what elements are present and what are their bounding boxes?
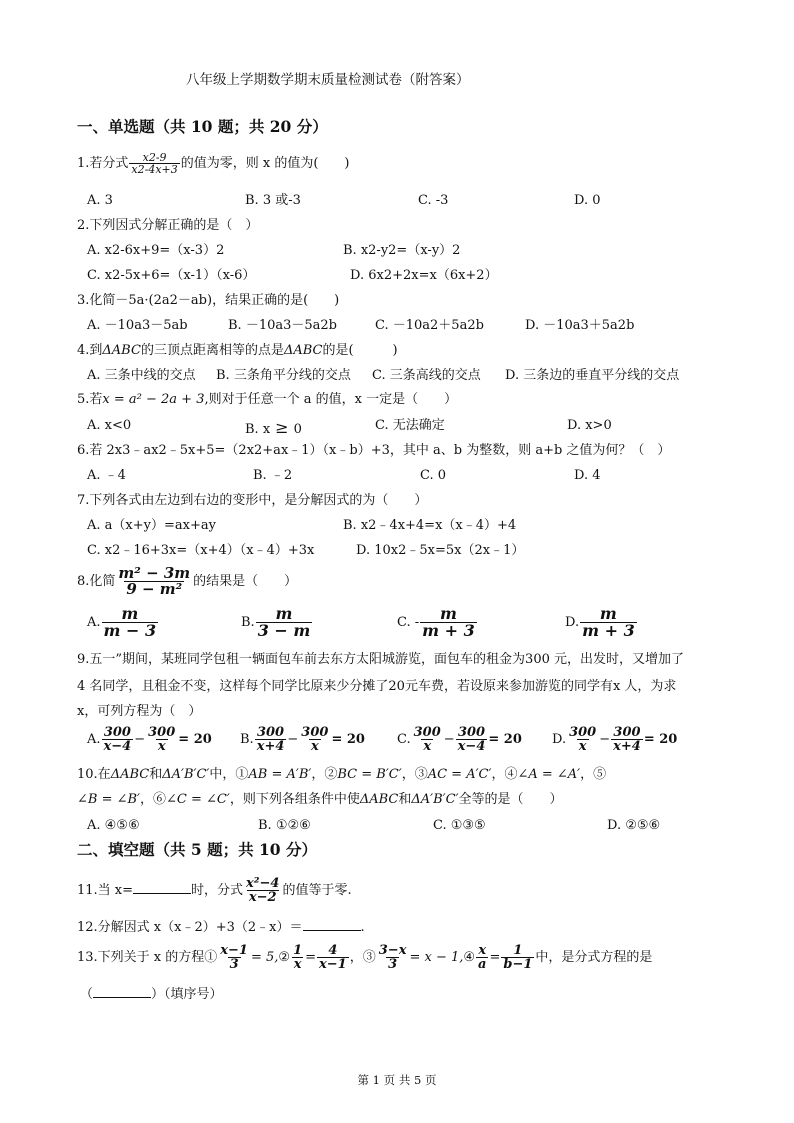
q10-circle-4: ，④	[491, 767, 518, 782]
question-9-line-1: 9.五一”期间，某班同学包租一辆面包车前去东方太阳城游览，面包车的租金为300 元，出发时，又增加了	[77, 652, 684, 667]
q9-c-frac-1	[412, 726, 443, 753]
q1-prefix: 1.若分式	[77, 156, 129, 171]
q13-circle-2: ②	[278, 950, 291, 965]
question-12	[77, 918, 365, 936]
question-8-stem	[77, 566, 297, 597]
q1-option-a[interactable]: A. 3	[87, 193, 113, 208]
q13-paren-open: （	[80, 987, 94, 1002]
q2-option-d[interactable]: D. 6x2+2x=x（6x+2）	[350, 268, 498, 283]
q10-condition-5: ∠B = ∠B′	[77, 792, 141, 807]
q4-triangle-2: ΔABC	[283, 343, 323, 358]
question-5-stem	[77, 392, 457, 408]
q9-a-num-2: 300	[148, 725, 176, 740]
q9-a-minus: −	[134, 732, 146, 747]
q10-circle-3: ，③	[401, 767, 428, 782]
q9-b-rhs: = 20	[331, 732, 365, 747]
q5-expression: x = a² − 2a + 3	[102, 392, 205, 407]
q9-c-den-2: x−4	[457, 739, 486, 754]
question-9-line-3: x，可列方程为（ ）	[77, 704, 202, 719]
q9-d-den-2: x+4	[613, 739, 641, 754]
q9-d-num-2: 300	[613, 725, 641, 740]
q8-suffix: 的结果是（ ）	[193, 574, 298, 589]
q9-option-b-label: B.	[240, 732, 254, 747]
q4-middle: 的三顶点距离相等的点是	[140, 343, 284, 358]
q13-f2-num: 1	[293, 943, 303, 958]
q13-suffix: 中，是分式方程的是	[535, 950, 653, 965]
q9-b-frac-2	[299, 726, 330, 753]
question-13-line-1	[77, 944, 652, 971]
q10-condition-1: AB = A′B′	[248, 767, 312, 782]
q12-answer-blank[interactable]	[303, 918, 361, 931]
q6-option-c[interactable]: C. 0	[420, 468, 447, 483]
q9-c-num-1: 300	[413, 725, 441, 740]
q5-prefix: 5.若	[77, 392, 103, 407]
question-2-stem: 2.下列因式分解正确的是（ ）	[77, 218, 259, 233]
q9-a-frac-2	[146, 726, 177, 753]
q8-denominator: 9 − m²	[126, 580, 183, 598]
q13-f2r-den: x−1	[319, 957, 347, 972]
q9-c-num-2: 300	[457, 725, 486, 740]
q8-option-c-label: C. -	[397, 615, 420, 630]
q1-fraction	[129, 152, 179, 175]
q8-b-den: 3 − m	[257, 621, 311, 640]
q10-triangle-4: ΔA′B′C′	[411, 792, 459, 807]
q4-triangle-1: ΔABC	[102, 343, 141, 358]
q9-b-den-2: x	[310, 739, 319, 754]
q13-eq2-equals: =	[305, 950, 317, 965]
q8-d-num: m	[599, 604, 617, 623]
q10-option-d[interactable]: D. ②⑤⑥	[607, 818, 661, 833]
q3-option-a[interactable]: A. －10a3－5ab	[87, 318, 188, 333]
q11-denominator: x−2	[248, 890, 277, 905]
q13-eq2-rhs	[317, 944, 349, 971]
q10-condition-4: ∠A = ∠A′	[517, 767, 581, 782]
q9-c-frac-2	[456, 726, 488, 753]
question-1-stem	[77, 152, 350, 175]
q5-option-b[interactable]	[245, 418, 302, 438]
q9-d-num-1: 300	[569, 725, 597, 740]
q10-triangle-1: ΔABC	[110, 767, 150, 782]
q10-circle-1: ①	[235, 767, 249, 782]
q6-option-b[interactable]: B. ﹣2	[253, 468, 293, 483]
question-10-line-2	[77, 792, 563, 808]
question-7-stem: 7.下列各式由左边到右边的变形中，是分解因式的为（ ）	[77, 493, 428, 508]
q11-suffix: 的值等于零.	[282, 883, 352, 898]
q3-option-b[interactable]: B. －10a3－5a2b	[228, 318, 337, 333]
q7-option-b[interactable]: B. x2﹣4x+4=x（x﹣4）+4	[343, 518, 517, 533]
q4-option-a[interactable]: A. 三条中线的交点	[87, 368, 196, 383]
q11-answer-blank[interactable]	[133, 881, 191, 894]
q9-c-den-1: x	[423, 739, 432, 754]
q8-c-num: m	[439, 604, 457, 623]
page-title: 八年级上学期数学期末质量检测试卷（附答案）	[186, 72, 470, 88]
q8-option-b-label: B.	[241, 615, 255, 630]
q13-eq3-rhs: = x − 1,	[409, 950, 464, 965]
q8-option-c[interactable]	[397, 606, 478, 639]
q11-numerator: x²−4	[246, 876, 280, 891]
q13-eq2-lhs	[291, 944, 304, 971]
q8-option-d-label: D.	[565, 615, 580, 630]
q9-a-den-2: x	[157, 739, 166, 754]
q13-prefix: 13.下列关于 x 的方程①	[77, 950, 218, 965]
q9-b-den-1: x+4	[256, 739, 285, 754]
q9-c-minus: −	[443, 732, 455, 747]
q12-suffix: .	[360, 920, 365, 935]
q13-eq1-fraction	[218, 944, 250, 971]
q10-circle-6: ，⑥	[140, 792, 167, 807]
q13-f3-num: 3−x	[378, 943, 407, 958]
q10-option-a[interactable]: A. ④⑤⑥	[87, 818, 140, 833]
q10-condition-3: AC = A′C′	[427, 767, 492, 782]
q2-option-b[interactable]: B. x2-y2=（x-y）2	[343, 243, 461, 258]
q8-option-b[interactable]	[241, 606, 313, 639]
q9-a-den-1: x−4	[103, 739, 132, 754]
question-10-line-1	[77, 767, 606, 783]
q10-circle-2: ，②	[311, 767, 338, 782]
q11-prefix: 11.当 x=	[77, 883, 134, 898]
q8-option-b-fraction	[256, 606, 313, 639]
q9-option-d[interactable]	[552, 726, 677, 753]
q10-triangle-3: ΔABC	[359, 792, 399, 807]
q13-f3-den: 3	[388, 957, 398, 972]
q13-f4r-den: b−1	[503, 957, 533, 972]
q10-option-c[interactable]: C. ①③⑤	[433, 818, 486, 833]
q9-option-a[interactable]	[87, 726, 212, 753]
q8-a-num: m	[121, 604, 139, 623]
q5-option-b-value: 0	[293, 422, 302, 437]
q9-c-rhs: = 20	[488, 732, 522, 747]
question-9-line-2: 4 名同学，且租金不变，这样每个同学比原来少分摊了20元车费，若设原来参加游览的同学有x 人，为求	[77, 679, 677, 694]
q8-numerator: m² − 3m	[118, 564, 191, 582]
q12-prefix: 12.分解因式 x（x﹣2）+3（2﹣x）＝	[77, 920, 303, 935]
q13-circle-4: ④	[463, 950, 476, 965]
q13-eq3-fraction	[377, 944, 409, 971]
q8-option-c-fraction	[420, 606, 477, 639]
q9-b-minus: −	[287, 732, 299, 747]
q10-triangle-2: ΔA′B′C′	[162, 767, 210, 782]
q2-option-a[interactable]: A. x2-6x+9=（x-3）2	[87, 243, 225, 258]
q9-a-frac-1	[102, 726, 134, 753]
q9-d-den-1: x	[578, 739, 587, 754]
q7-option-d[interactable]: D. 10x2﹣5x=5x（2x﹣1）	[356, 543, 525, 558]
q4-option-d[interactable]: D. 三条边的垂直平分线的交点	[505, 368, 680, 383]
q3-option-c[interactable]: C. －10a2＋5a2b	[375, 318, 484, 333]
q13-f2-den: x	[293, 957, 302, 972]
q13-f1-num: x−1	[220, 943, 248, 958]
q9-option-b[interactable]	[240, 726, 365, 753]
question-4-stem	[77, 343, 398, 359]
q5-option-d[interactable]: D. x>0	[567, 418, 612, 433]
section-heading-fill-in: 二、填空题（共 5 题；共 10 分）	[77, 840, 317, 859]
q4-suffix: 的是( )	[322, 343, 398, 358]
q13-eq4-lhs	[476, 944, 488, 971]
q8-prefix: 8.化简	[77, 574, 116, 589]
q9-b-num-1: 300	[256, 725, 285, 740]
q4-option-b[interactable]: B. 三条角平分线的交点	[216, 368, 351, 383]
q13-answer-blank[interactable]	[93, 985, 151, 998]
q5-option-a[interactable]: A. x<0	[87, 418, 132, 433]
q13-eq1-rhs: = 5,	[250, 950, 279, 965]
q13-f4-den: a	[478, 957, 487, 972]
q2-option-c[interactable]: C. x2-5x+6=（x-1）（x-6）	[87, 268, 256, 283]
q8-option-a[interactable]	[87, 606, 159, 639]
q7-option-a[interactable]: A. a（x+y）=ax+ay	[87, 518, 216, 533]
q13-eq4-equals: =	[489, 950, 501, 965]
q6-option-d[interactable]: D. 4	[574, 468, 601, 483]
q10-and-2: 和	[398, 792, 412, 807]
q5-suffix: ,则对于任意一个 a 的值，x 一定是（ ）	[204, 392, 458, 407]
q9-option-c[interactable]	[397, 726, 522, 753]
q8-b-num: m	[275, 604, 293, 623]
q9-option-d-label: D.	[552, 732, 567, 747]
q13-f1-den: 3	[229, 957, 239, 972]
q9-d-rhs: = 20	[643, 732, 678, 747]
q8-option-a-fraction	[102, 606, 159, 639]
q9-a-num-1: 300	[103, 725, 131, 740]
question-6-stem: 6.若 2x3﹣ax2﹣5x+5=（2x2+ax﹣1）（x﹣b）+3，其中 a、b 为整数，则 a+b 之值为何？（ ）	[77, 443, 671, 458]
q13-f2r-num: 4	[328, 943, 338, 958]
section-heading-single-choice: 一、单选题（共 10 题；共 20 分）	[77, 117, 328, 136]
q10-and-1: 和	[149, 767, 163, 782]
greater-equal-symbol: ≥	[275, 418, 289, 437]
q1-option-c[interactable]: C. -3	[418, 193, 449, 208]
q9-d-minus: −	[599, 732, 611, 747]
q6-option-a[interactable]: A. ﹣4	[87, 468, 126, 483]
q1-option-b[interactable]: B. 3 或-3	[245, 193, 301, 208]
q5-option-c[interactable]: C. 无法确定	[375, 418, 445, 433]
q5-option-b-label: B. x	[245, 422, 271, 437]
q8-c-den: m + 3	[422, 621, 475, 640]
q10-option-b[interactable]: B. ①②⑥	[258, 818, 311, 833]
q8-d-den: m + 3	[582, 621, 635, 640]
q9-d-frac-2	[611, 726, 643, 753]
q8-option-a-label: A.	[87, 615, 101, 630]
page-footer: 第 1 页 共 5 页	[357, 1073, 437, 1087]
q10-tail-2: 全等的是（ ）	[458, 792, 563, 807]
q9-b-num-2: 300	[301, 725, 329, 740]
q10-tail: ，则下列各组条件中使	[229, 792, 360, 807]
question-11	[77, 877, 352, 904]
question-3-stem: 3.化简－5a·(2a2－ab)，结果正确的是( )	[77, 293, 340, 308]
q3-option-d[interactable]: D. －10a3＋5a2b	[525, 318, 635, 333]
q8-a-den: m − 3	[103, 621, 157, 640]
q10-condition-2: BC = B′C′	[337, 767, 402, 782]
q13-circle-3: ，③	[349, 950, 376, 965]
q10-zhong: 中，	[209, 767, 236, 782]
q7-option-c[interactable]: C. x2﹣16+3x=（x+4）（x﹣4）+3x	[87, 543, 315, 558]
q10-condition-6: ∠C = ∠C′	[166, 792, 230, 807]
q11-fraction	[244, 877, 281, 904]
q1-numerator: x2-9	[142, 151, 167, 164]
q10-prefix: 10.在	[77, 767, 111, 782]
q9-b-frac-1	[255, 726, 287, 753]
q10-circle-5: ，⑤	[580, 767, 607, 782]
q8-fraction	[116, 566, 192, 597]
q8-option-d[interactable]	[565, 606, 638, 639]
q8-option-d-fraction	[580, 606, 637, 639]
q9-option-c-label: C.	[397, 732, 411, 747]
q1-denominator: x2-4x+3	[131, 163, 178, 176]
q13-f4-num: x	[478, 943, 487, 958]
q9-option-a-label: A.	[87, 732, 101, 747]
q13-paren-close: ）（填序号）	[151, 987, 223, 1002]
q9-d-frac-1	[567, 726, 598, 753]
q13-f4r-num: 1	[513, 943, 523, 958]
q4-option-c[interactable]: C. 三条高线的交点	[372, 368, 481, 383]
q4-prefix: 4.到	[77, 343, 103, 358]
q9-a-rhs: = 20	[178, 732, 212, 747]
question-13-line-2	[80, 985, 223, 1003]
q13-eq4-rhs	[501, 944, 534, 971]
q11-middle: 时，分式	[191, 883, 244, 898]
q1-suffix: 的值为零，则 x 的值为( )	[180, 156, 350, 171]
q1-option-d[interactable]: D. 0	[574, 193, 601, 208]
